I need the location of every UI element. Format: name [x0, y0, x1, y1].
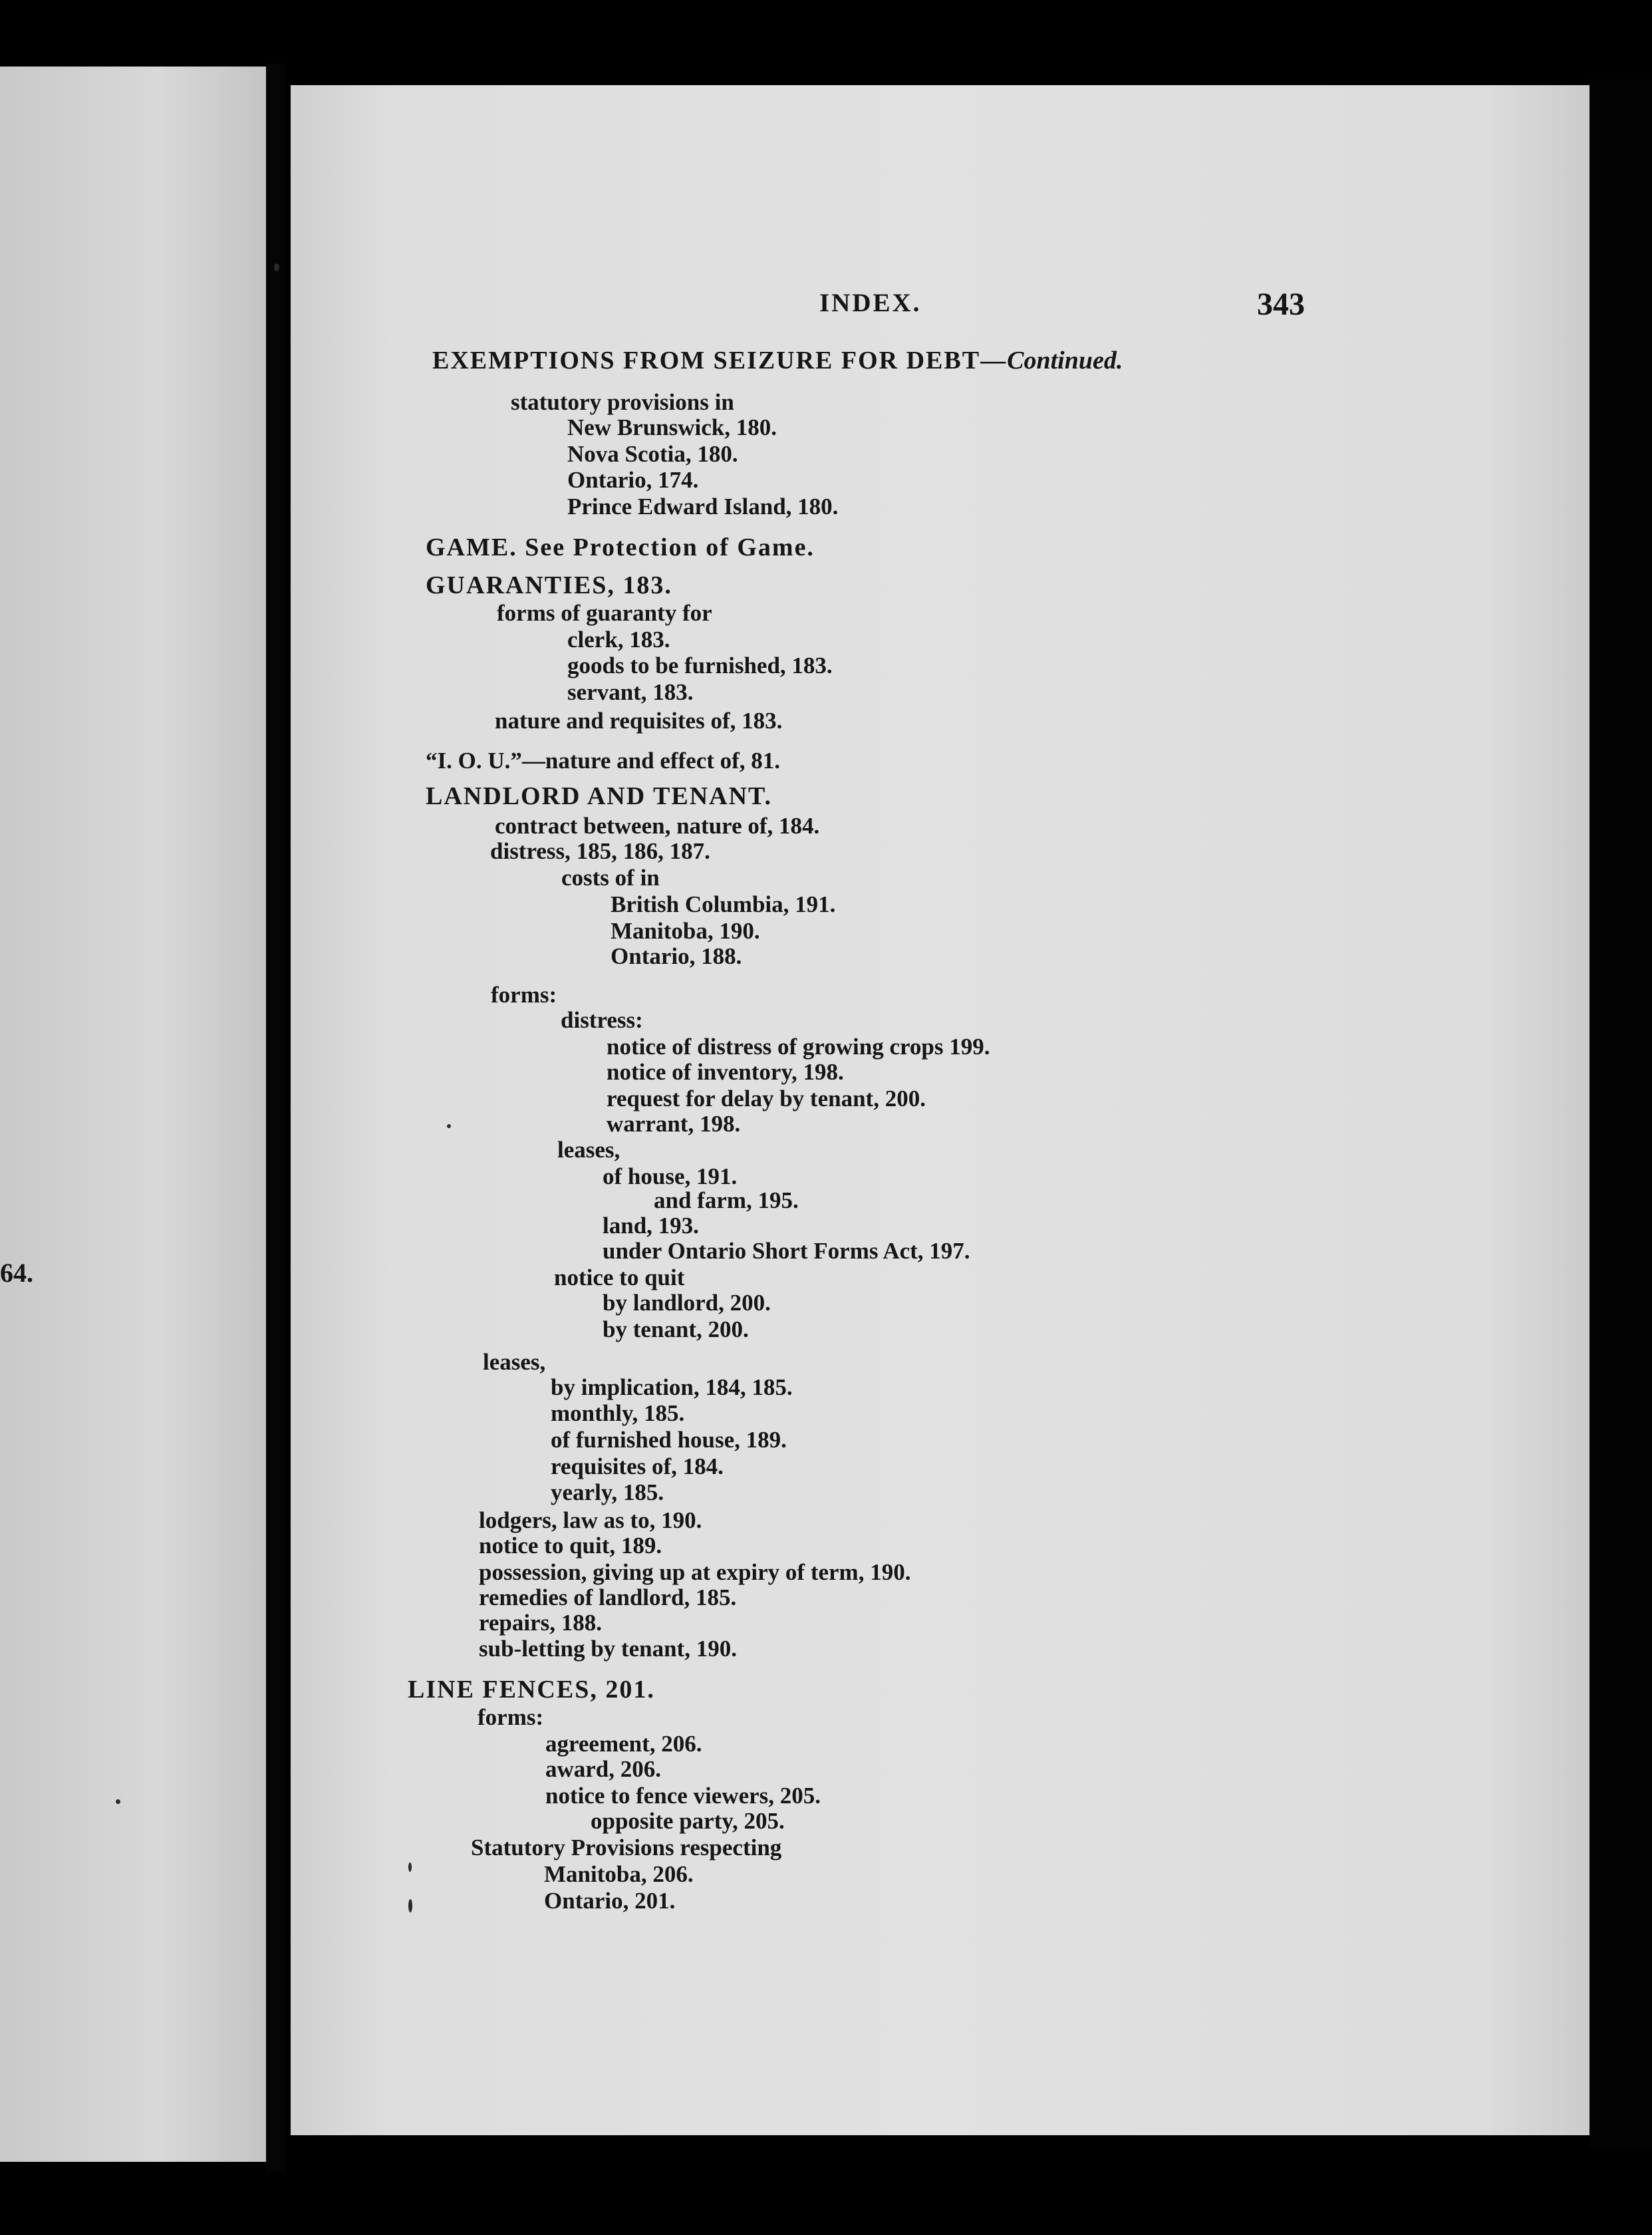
- index-entry: [491, 982, 557, 1008]
- index-entry: [495, 813, 819, 839]
- entry-text: Ontario, 188.: [611, 943, 742, 969]
- index-entry: [471, 1835, 781, 1861]
- entry-text: Manitoba, 190.: [611, 918, 760, 944]
- dust-speck: [116, 1799, 120, 1804]
- index-entry: [545, 1731, 702, 1757]
- entry-text: goods to be furnished, 183.: [567, 653, 833, 678]
- index-entry: [479, 1610, 602, 1636]
- entry-text: servant, 183.: [567, 679, 694, 705]
- entry-text: leases,: [557, 1137, 620, 1163]
- index-entry: [426, 748, 780, 774]
- entry-text: LINE FENCES, 201.: [408, 1676, 655, 1704]
- entry-text: Manitoba, 206.: [544, 1861, 694, 1887]
- entry-text: Prince Edward Island, 180.: [567, 494, 839, 520]
- entry-text: “I. O. U.”—nature and effect of, 81.: [426, 748, 781, 774]
- entry-text: Nova Scotia, 180.: [567, 441, 738, 467]
- index-heading: [432, 347, 1123, 374]
- entry-text: GUARANTIES, 183.: [426, 571, 672, 599]
- entry-text: costs of in: [561, 865, 660, 891]
- index-entry: [479, 1636, 737, 1662]
- entry-text: sub-letting by tenant, 190.: [479, 1636, 737, 1662]
- entry-text: yearly, 185.: [551, 1479, 664, 1505]
- index-heading: [426, 783, 772, 810]
- index-entry: [551, 1400, 684, 1427]
- entry-text: notice to quit: [554, 1265, 685, 1290]
- index-entry: [554, 1265, 684, 1291]
- index-entry: [483, 1349, 545, 1376]
- entry-text: Ontario, 201.: [544, 1888, 676, 1914]
- entry-text: notice to quit, 189.: [479, 1533, 662, 1559]
- page-number: 343: [1257, 287, 1305, 322]
- index-entry: [551, 1479, 664, 1506]
- entry-text: of furnished house, 189.: [551, 1427, 787, 1453]
- index-heading: [426, 572, 672, 599]
- index-entry: [603, 1163, 737, 1190]
- index-entry: [495, 708, 782, 734]
- entry-text: GAME. See Protection of Game.: [426, 533, 815, 561]
- entry-text: of house, 191.: [603, 1163, 738, 1189]
- entry-text: notice of inventory, 198.: [607, 1059, 844, 1085]
- entry-text: distress, 185, 186, 187.: [490, 838, 710, 864]
- index-entry: [654, 1187, 799, 1214]
- entry-text: by landlord, 200.: [603, 1290, 771, 1316]
- entry-text: statutory provisions in: [511, 389, 734, 415]
- index-entry: [479, 1507, 702, 1534]
- index-entry: [479, 1533, 662, 1559]
- entry-text: warrant, 198.: [607, 1111, 741, 1137]
- entry-text: requisites of, 184.: [551, 1453, 724, 1479]
- entry-text: award, 206.: [545, 1756, 662, 1782]
- entry-text: forms:: [491, 982, 557, 1008]
- index-entry: [478, 1704, 543, 1731]
- entry-text: forms of guaranty for: [497, 600, 712, 626]
- index-entry: [551, 1427, 787, 1453]
- entry-text: monthly, 185.: [551, 1400, 685, 1426]
- entry-text: agreement, 206.: [545, 1731, 702, 1757]
- entry-text: contract between, nature of, 184.: [495, 813, 820, 839]
- index-entry: [603, 1238, 970, 1265]
- index-entry: [479, 1559, 910, 1586]
- entry-text: distress:: [561, 1007, 643, 1033]
- index-entry: [567, 627, 670, 653]
- index-entry: [591, 1808, 785, 1835]
- entry-text: New Brunswick, 180.: [567, 414, 777, 440]
- entry-text: EXEMPTIONS FROM SEIZURE FOR DEBT—: [432, 347, 1008, 374]
- index-entry: [607, 1086, 926, 1112]
- entry-text: notice to fence viewers, 205.: [545, 1783, 821, 1809]
- entry-text: request for delay by tenant, 200.: [607, 1086, 926, 1112]
- entry-text: by tenant, 200.: [603, 1316, 749, 1342]
- index-entry: [607, 1111, 740, 1137]
- entry-text: Ontario, 174.: [567, 467, 699, 493]
- index-heading: [408, 1676, 655, 1703]
- entry-text: British Columbia, 191.: [611, 891, 836, 917]
- entry-text: opposite party, 205.: [591, 1808, 785, 1834]
- entry-text: possession, giving up at expiry of term, 190.: [479, 1559, 911, 1585]
- entry-text: land, 193.: [603, 1213, 699, 1239]
- running-head: INDEX.: [819, 289, 922, 317]
- index-entry: [611, 891, 835, 918]
- entry-text: by implication, 184, 185.: [551, 1374, 793, 1400]
- index-entry: [567, 679, 694, 706]
- index-entry: [567, 441, 738, 468]
- entry-text: nature and requisites of, 183.: [495, 708, 783, 734]
- index-entry: [479, 1584, 736, 1611]
- entry-text: under Ontario Short Forms Act, 197.: [603, 1238, 970, 1264]
- index-entry: [557, 1137, 620, 1163]
- entry-text: Statutory Provisions respecting: [471, 1835, 782, 1861]
- entry-text: and farm, 195.: [654, 1187, 799, 1213]
- entry-text: repairs, 188.: [479, 1610, 603, 1636]
- index-entry: [561, 865, 660, 891]
- index-entry: [603, 1290, 771, 1316]
- index-entry: [511, 389, 734, 416]
- entry-text: remedies of landlord, 185.: [479, 1584, 737, 1610]
- index-entry: [607, 1059, 844, 1086]
- index-entry: [544, 1861, 694, 1888]
- index-entry: [551, 1374, 793, 1401]
- index-entry: [567, 467, 698, 494]
- index-entry: [497, 600, 712, 627]
- index-entry: [611, 918, 760, 945]
- index-entry: [603, 1316, 749, 1343]
- dust-speck: [408, 1862, 412, 1872]
- index-entry: [544, 1888, 675, 1914]
- index-entry: [545, 1783, 821, 1809]
- entry-text: leases,: [483, 1349, 546, 1375]
- index-entry: [611, 943, 742, 970]
- index-entry: [545, 1756, 661, 1783]
- entry-text: notice of distress of growing crops 199.: [607, 1034, 990, 1060]
- entry-text: clerk, 183.: [567, 627, 670, 653]
- index-entry: [603, 1213, 699, 1239]
- index-entry: [567, 414, 777, 441]
- entry-text: LANDLORD AND TENANT.: [426, 782, 773, 810]
- dust-speck: [408, 1899, 412, 1912]
- left-page-fragment: 64.: [0, 1258, 33, 1288]
- index-entry: [561, 1007, 643, 1034]
- index-entry: [567, 653, 833, 679]
- dust-speck: [447, 1124, 451, 1128]
- index-heading: [426, 534, 815, 561]
- index-entry: [567, 494, 838, 520]
- index-entry: [551, 1453, 724, 1480]
- index-entry: [490, 838, 710, 865]
- entry-text: lodgers, law as to, 190.: [479, 1507, 702, 1533]
- entry-text: forms:: [478, 1704, 544, 1730]
- continued-label: Continued.: [1007, 347, 1123, 374]
- dust-speck: [274, 263, 279, 271]
- index-entry: [607, 1034, 990, 1060]
